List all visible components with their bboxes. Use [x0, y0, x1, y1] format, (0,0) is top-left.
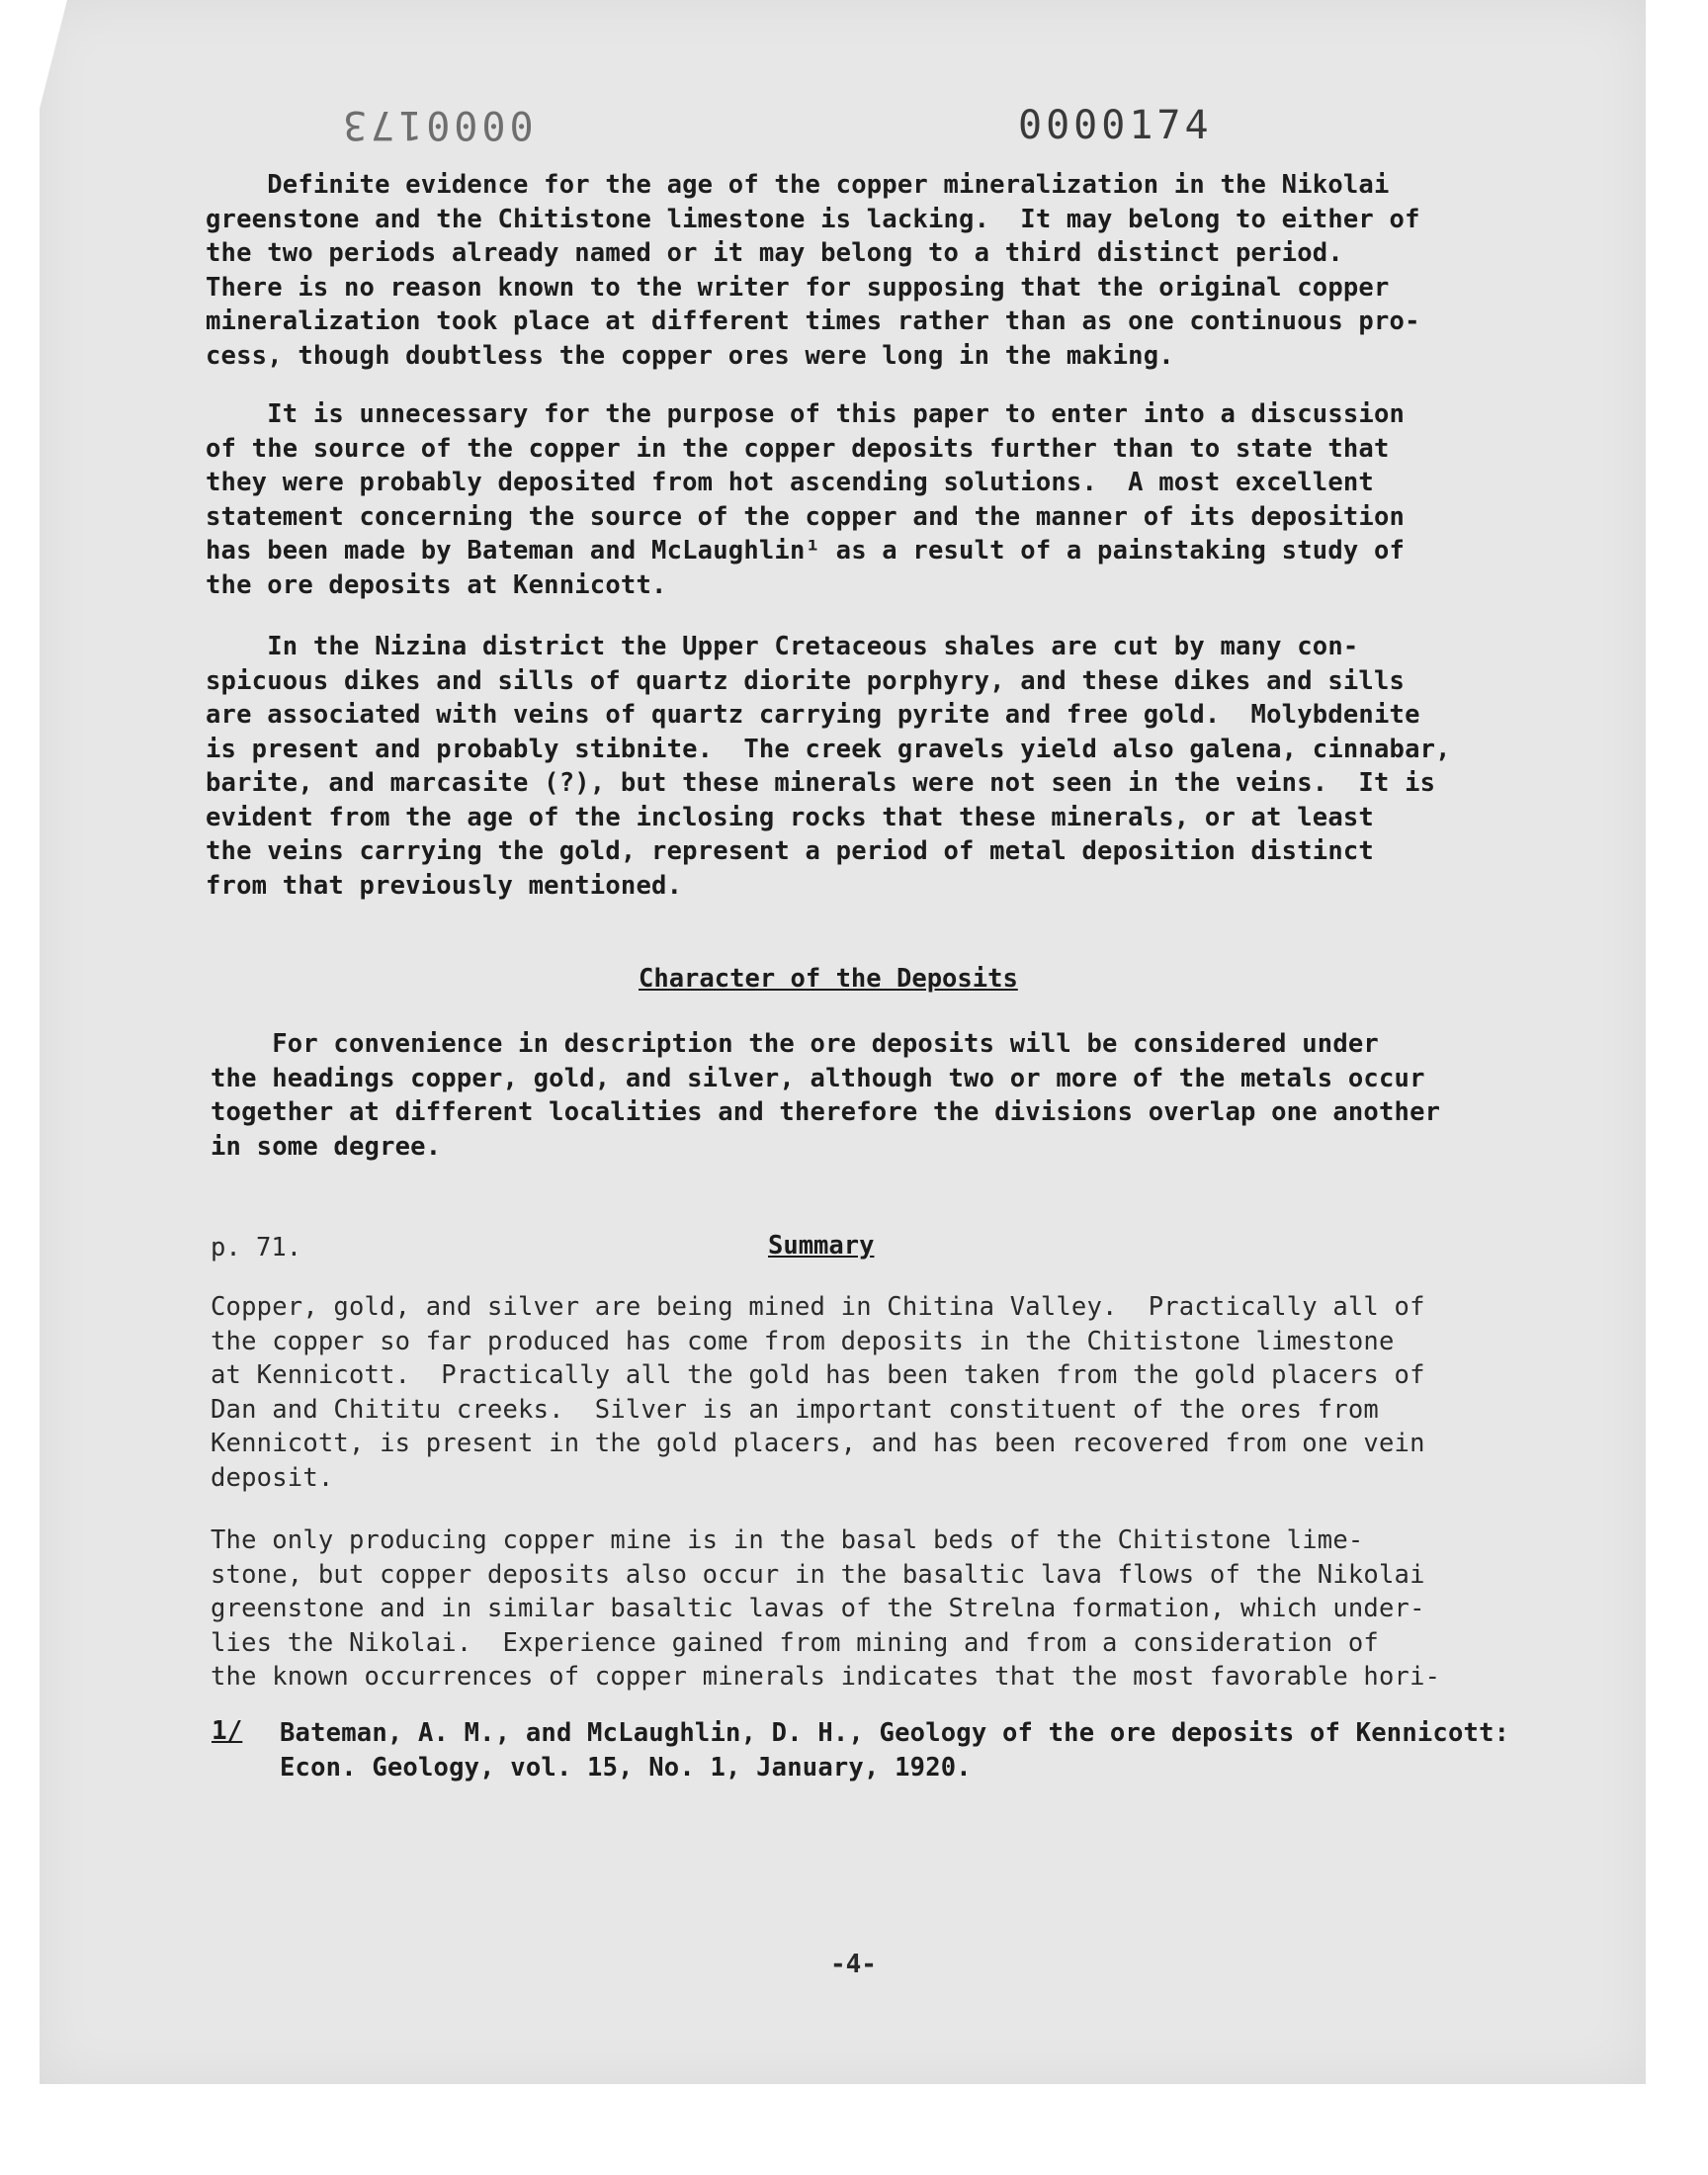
heading-character-of-deposits: Character of the Deposits [639, 964, 1018, 994]
paragraph-nizina-district: In the Nizina district the Upper Cretaceous shales are cut by many con- spicuous dikes and sills of quartz diorite porphyry, and these dikes and sills are associated with veins of quartz carrying pyrite and free gold. Molybdenite is present and probably stibnite. The creek gravels yield also galena, cinnabar, barite, and marcasite (?), but these minerals were not seen in the veins. It is evident from the age of the inclosing rocks that these minerals, or at least the veins carrying the gold, represent a period of metal deposition distinct from that previously mentioned. [206, 632, 1451, 901]
stamp-number: 0000174 [1018, 103, 1213, 148]
folded-corner [40, 0, 67, 109]
stamp-number-inverted: 0000173 [339, 102, 534, 147]
paragraph-copper-source: It is unnecessary for the purpose of this paper to enter into a discussion of the source of the copper in the copper deposits further than to state that they were probably deposited from hot ascending solutions. A most excellent statement concerning the source of the copper and the manner of its deposition has been made by Bateman and McLaughlin¹ as a result of a painstaking study of the ore deposits at Kennicott. [206, 399, 1406, 600]
heading-summary: Summary [768, 1231, 875, 1261]
page-reference: p. 71. [211, 1233, 302, 1262]
paragraph-convenience: For convenience in description the ore deposits will be considered under the headings copper, gold, and silver, although two or more of the metals occur together at different localities and therefore the divisions overlap one another in some degree. [211, 1029, 1441, 1162]
paragraph-age-evidence: Definite evidence for the age of the copper mineralization in the Nikolai greenstone and the Chitistone limestone is lacking. It may belong to either of the two periods already named or it may belong to a third distinct period. There is no reason known to the writer for supposing that the original copper mineralization took place at different times rather than as one continuous pro- cess, though doubtless the copper ores were long in the making. [206, 170, 1420, 371]
page-number: -4- [830, 1950, 877, 1979]
paragraph-summary-mining: Copper, gold, and silver are being mined in Chitina Valley. Practically all of the copper so far produced has come from deposits in the Chitistone limestone at Kennicott. Practically all the gold has been taken from the gold placers of Dan and Chititu creeks. Silver is an important constituent of the ores from Kennicott, is present in the gold placers, and has been recovered from one vein deposit. [211, 1292, 1425, 1493]
footnote-citation: Bateman, A. M., and McLaughlin, D. H., Geology of the ore deposits of Kennicott: Econ. Geology, vol. 15, No. 1, January, 1920. [280, 1718, 1510, 1783]
paragraph-summary-copper: The only producing copper mine is in the basal beds of the Chitistone lime- stone, but copper deposits also occur in the basaltic lava flows of the Nikolai greenstone and in similar basaltic lavas of the Strelna formation, which under- lies the Nikolai. Experience gained from mining and from a consideration of the known occurrences of copper minerals indicates that the most favorable hori- [211, 1525, 1441, 1692]
footnote-mark: 1/ [212, 1716, 243, 1746]
